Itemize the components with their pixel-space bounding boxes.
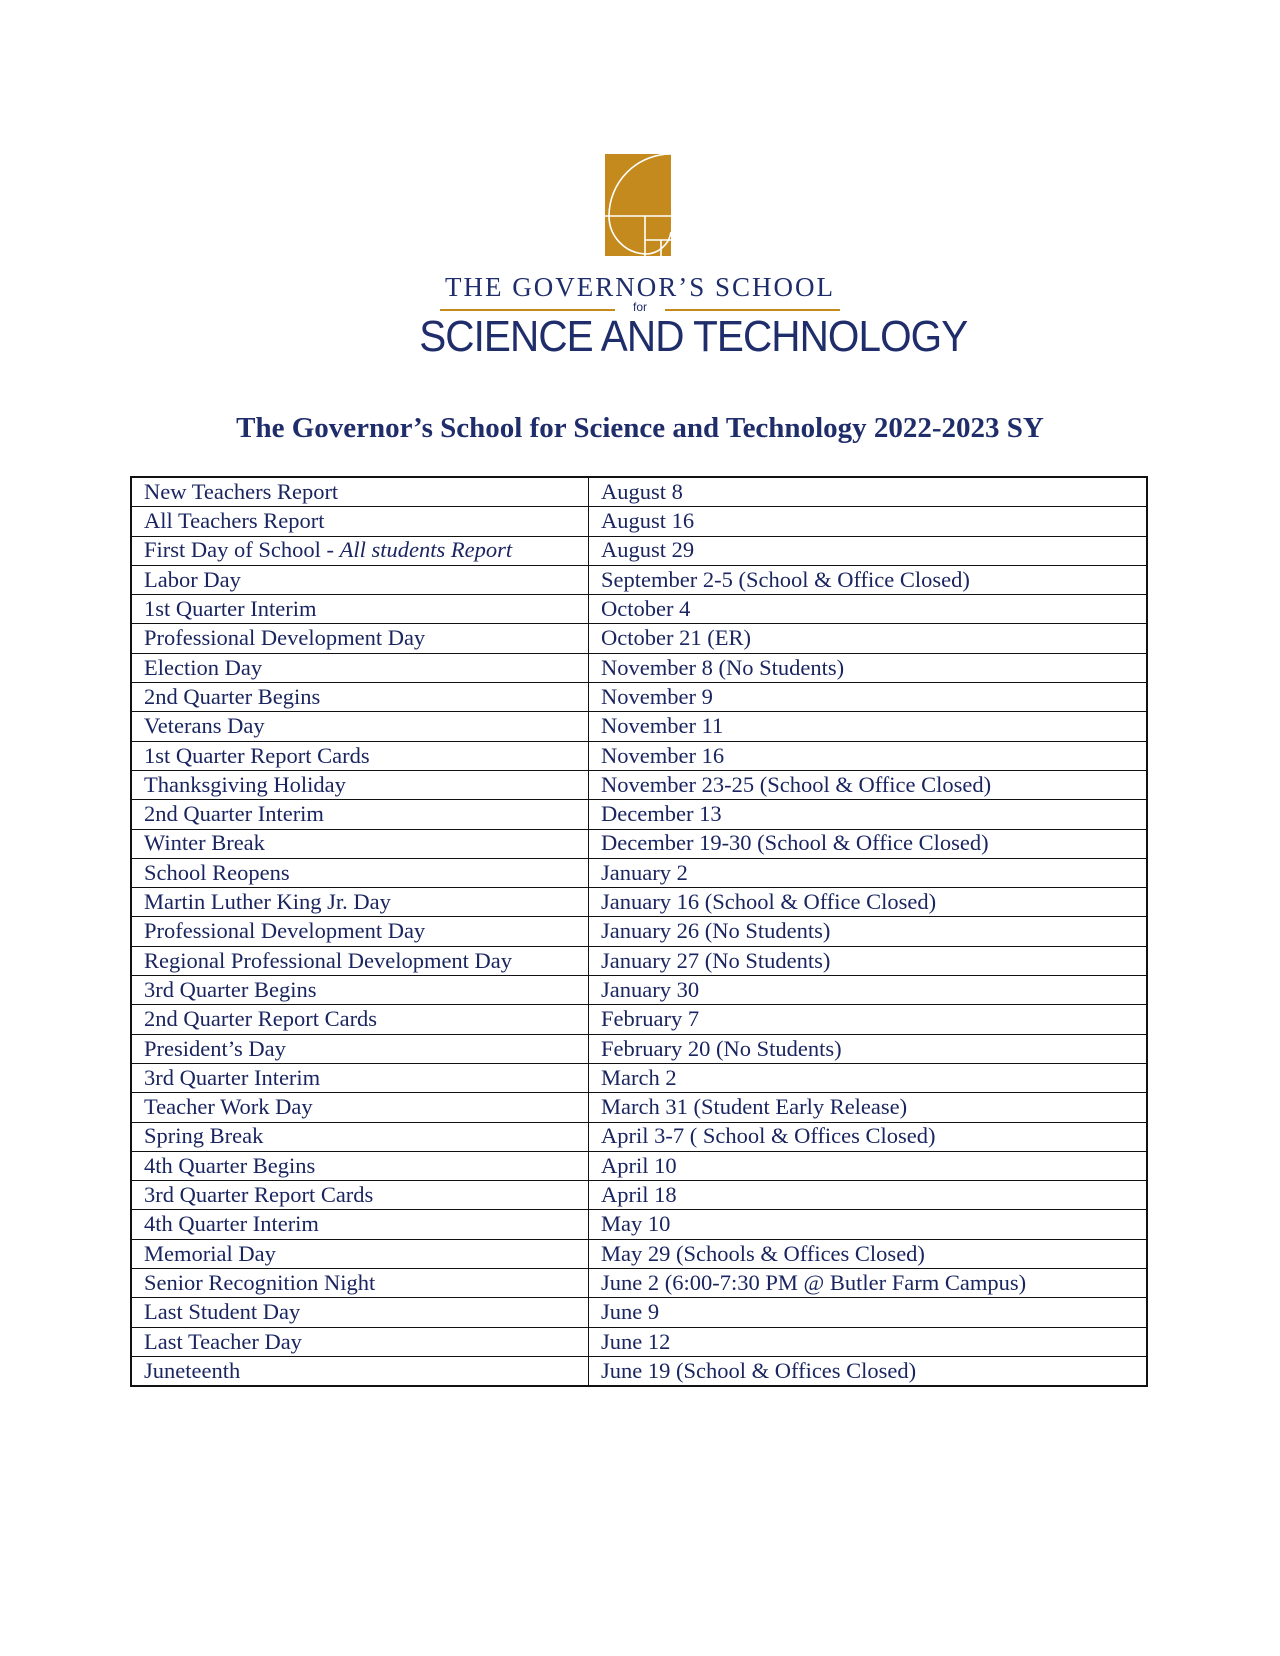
event-cell: [131, 888, 589, 917]
date-cell: January 26 (No Students): [589, 917, 1148, 946]
date-cell: November 16: [589, 741, 1148, 770]
table-row: [131, 917, 1147, 946]
date-cell: January 16 (School & Office Closed): [589, 888, 1148, 917]
event-label: Winter Break: [144, 830, 265, 856]
date-cell: December 13: [589, 800, 1148, 829]
date-cell: January 30: [589, 976, 1148, 1005]
event-label: 1st Quarter Report Cards: [144, 742, 370, 768]
event-cell: [131, 1269, 589, 1298]
event-label: President’s Day: [144, 1035, 286, 1061]
event-cell: [131, 1327, 589, 1356]
logo-wordmark-bottom: SCIENCE AND TECHNOLOGY: [419, 312, 968, 361]
school-logo: [400, 154, 968, 364]
event-label: Professional Development Day: [144, 918, 426, 944]
date-cell: August 29: [589, 536, 1148, 565]
event-cell: [131, 1239, 589, 1268]
event-cell: [131, 1093, 589, 1122]
event-label: 2nd Quarter Begins: [144, 683, 321, 709]
event-cell: [131, 770, 589, 799]
date-cell: May 29 (Schools & Offices Closed): [589, 1239, 1148, 1268]
table-row: [131, 888, 1147, 917]
event-label: Senior Recognition Night: [144, 1269, 376, 1295]
event-cell: [131, 917, 589, 946]
table-row: [131, 1122, 1147, 1151]
table-row: [131, 477, 1147, 507]
event-cell: [131, 1122, 589, 1151]
date-cell: February 7: [589, 1005, 1148, 1034]
event-label: Martin Luther King Jr. Day: [144, 889, 391, 915]
date-cell: November 9: [589, 683, 1148, 712]
event-label: Juneteenth: [144, 1357, 241, 1383]
table-row: [131, 1239, 1147, 1268]
event-cell: [131, 1151, 589, 1180]
date-cell: November 23-25 (School & Office Closed): [589, 770, 1148, 799]
table-row: [131, 683, 1147, 712]
date-cell: January 27 (No Students): [589, 946, 1148, 975]
event-label: Professional Development Day: [144, 625, 426, 651]
date-cell: March 31 (Student Early Release): [589, 1093, 1148, 1122]
table-row: [131, 976, 1147, 1005]
date-cell: August 8: [589, 477, 1148, 507]
table-row: [131, 1093, 1147, 1122]
date-cell: June 12: [589, 1327, 1148, 1356]
event-cell: [131, 1063, 589, 1092]
logo-for-text: for: [632, 300, 647, 314]
event-cell: [131, 624, 589, 653]
event-label: Election Day: [144, 654, 263, 680]
event-label-emphasis: All students Report: [339, 537, 513, 563]
date-cell: June 9: [589, 1298, 1148, 1327]
event-cell: [131, 946, 589, 975]
event-cell: [131, 477, 589, 507]
date-cell: June 2 (6:00-7:30 PM @ Butler Farm Campus): [589, 1269, 1148, 1298]
event-label: 3rd Quarter Begins: [144, 976, 317, 1002]
event-label: 4th Quarter Begins: [144, 1152, 316, 1178]
date-cell: August 16: [589, 507, 1148, 536]
date-cell: January 2: [589, 858, 1148, 887]
table-row: [131, 536, 1147, 565]
table-row: [131, 741, 1147, 770]
event-label: Spring Break: [144, 1123, 264, 1149]
date-cell: May 10: [589, 1210, 1148, 1239]
event-cell: [131, 800, 589, 829]
table-row: [131, 1034, 1147, 1063]
event-label: Regional Professional Development Day: [144, 947, 513, 973]
table-row: [131, 1210, 1147, 1239]
event-label: First Day of School -: [144, 537, 340, 563]
event-label: Teacher Work Day: [144, 1094, 313, 1120]
date-cell: November 8 (No Students): [589, 653, 1148, 682]
table-row: [131, 1327, 1147, 1356]
event-cell: [131, 1356, 589, 1386]
table-row: [131, 595, 1147, 624]
event-cell: [131, 829, 589, 858]
page-title: The Governor’s School for Science and Technology 2022-2023 SY: [236, 412, 1044, 444]
event-label: 1st Quarter Interim: [144, 596, 317, 622]
school-calendar-table: [130, 476, 1148, 1387]
event-cell: [131, 1298, 589, 1327]
table-row: [131, 770, 1147, 799]
event-cell: [131, 536, 589, 565]
table-row: [131, 1269, 1147, 1298]
event-cell: [131, 1181, 589, 1210]
event-cell: [131, 741, 589, 770]
event-label: All Teachers Report: [144, 508, 325, 534]
table-row: [131, 507, 1147, 536]
event-label: 3rd Quarter Report Cards: [144, 1182, 374, 1208]
table-row: [131, 1356, 1147, 1386]
event-cell: [131, 1005, 589, 1034]
date-cell: October 21 (ER): [589, 624, 1148, 653]
date-cell: February 20 (No Students): [589, 1034, 1148, 1063]
event-label: Thanksgiving Holiday: [144, 771, 346, 797]
event-cell: [131, 565, 589, 594]
date-cell: April 3-7 ( School & Offices Closed): [589, 1122, 1148, 1151]
table-row: [131, 800, 1147, 829]
golden-spiral-logo-icon: [605, 154, 671, 256]
logo-rule-right: [665, 309, 840, 311]
event-label: 2nd Quarter Report Cards: [144, 1006, 378, 1032]
event-label: Labor Day: [144, 566, 241, 592]
event-cell: [131, 507, 589, 536]
date-cell: April 10: [589, 1151, 1148, 1180]
date-cell: March 2: [589, 1063, 1148, 1092]
event-label: 3rd Quarter Interim: [144, 1064, 321, 1090]
event-label: 4th Quarter Interim: [144, 1211, 319, 1237]
event-cell: [131, 976, 589, 1005]
event-label: New Teachers Report: [144, 478, 339, 504]
table-row: [131, 1063, 1147, 1092]
date-cell: December 19-30 (School & Office Closed): [589, 829, 1148, 858]
calendar-body: [131, 477, 1147, 1386]
table-row: [131, 1181, 1147, 1210]
table-row: [131, 1151, 1147, 1180]
event-label: School Reopens: [144, 859, 290, 885]
date-cell: June 19 (School & Offices Closed): [589, 1356, 1148, 1386]
table-row: [131, 653, 1147, 682]
table-row: [131, 946, 1147, 975]
date-cell: November 11: [589, 712, 1148, 741]
event-cell: [131, 653, 589, 682]
event-cell: [131, 1034, 589, 1063]
table-row: [131, 712, 1147, 741]
event-cell: [131, 858, 589, 887]
table-row: [131, 624, 1147, 653]
event-label: Last Student Day: [144, 1299, 301, 1325]
logo-wordmark-top: THE GOVERNOR’S SCHOOL: [444, 272, 835, 302]
event-label: Last Teacher Day: [144, 1328, 302, 1354]
event-label: 2nd Quarter Interim: [144, 801, 324, 827]
event-cell: [131, 712, 589, 741]
table-row: [131, 829, 1147, 858]
event-cell: [131, 683, 589, 712]
date-cell: April 18: [589, 1181, 1148, 1210]
event-label: Veterans Day: [144, 713, 265, 739]
event-cell: [131, 1210, 589, 1239]
date-cell: September 2-5 (School & Office Closed): [589, 565, 1148, 594]
table-row: [131, 1005, 1147, 1034]
date-cell: October 4: [589, 595, 1148, 624]
table-row: [131, 1298, 1147, 1327]
table-row: [131, 565, 1147, 594]
event-cell: [131, 595, 589, 624]
event-label: Memorial Day: [144, 1240, 276, 1266]
table-row: [131, 858, 1147, 887]
